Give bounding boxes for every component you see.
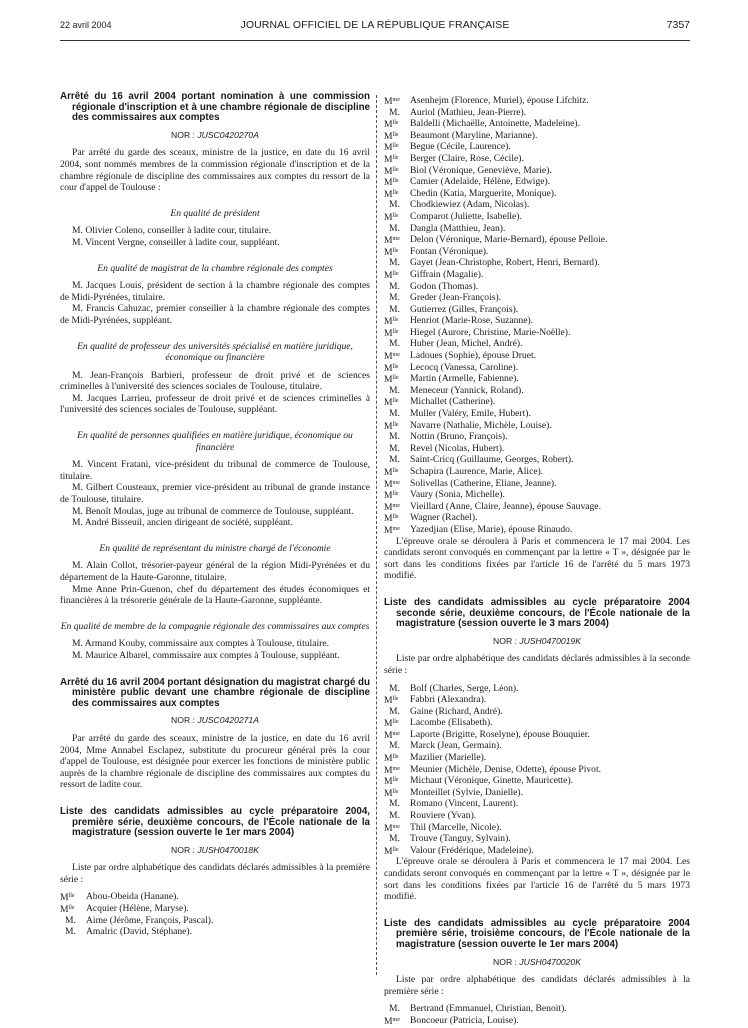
list-item [60, 903, 370, 915]
candidate-name: Giffrain (Magalie). [410, 268, 484, 280]
civility-base: M [384, 165, 393, 177]
civility-title [389, 683, 415, 695]
list-item [384, 740, 690, 752]
civility-base: M. [389, 257, 400, 269]
civility-base: M [384, 374, 393, 386]
candidate-name: Solivellas (Catherine, Eliane, Jeanne). [410, 477, 557, 489]
candidate-name: Abou-Obeida (Hanane). [86, 891, 179, 903]
candidate-name: Fabbri (Alexandra). [410, 694, 487, 706]
list-item [384, 683, 690, 695]
list-item [384, 466, 690, 478]
civility-base: M. [389, 833, 400, 845]
civility-suffix: me [392, 730, 400, 737]
candidate-name: Bertrand (Emmanuel, Christian, Benoit). [410, 1003, 567, 1015]
list-item [384, 350, 690, 362]
candidate-list [384, 683, 690, 857]
civility-base: M [384, 513, 393, 525]
civility-base: M [384, 753, 393, 765]
candidate-name: Acquier (Hélène, Maryse). [86, 903, 189, 915]
list-item [384, 373, 690, 385]
civility-title [389, 454, 415, 466]
civility-suffix: me [392, 765, 400, 772]
list-item [384, 188, 690, 200]
civility-suffix: me [392, 525, 400, 532]
list-item [384, 706, 690, 718]
candidate-name: Chedin (Katia, Marguerite, Monique). [410, 187, 557, 199]
paragraph: Liste par ordre alphabétique des candidats déclarés admissibles à la première série : [384, 974, 690, 997]
paragraph: M. Jacques Larrieu, professeur de droit privé et de sciences criminelles à l'université des sciences sociales de Toulouse, suppléant. [60, 392, 370, 416]
candidate-name: Saint-Cricq (Guillaume, Georges, Robert). [410, 454, 574, 466]
civility-suffix: lle [392, 363, 399, 370]
civility-base: M [384, 130, 393, 142]
civility-title [389, 257, 415, 269]
article-heading: Liste des candidats admissibles au cycle préparatoire 2004 seconde série, deuxième concours, de l'École nationale de la magistrature (session ouverte le 3 mars 2004) [384, 596, 690, 630]
list-item [384, 798, 690, 810]
civility-suffix: lle [392, 491, 399, 498]
civility-base: M. [389, 454, 400, 466]
list-item [384, 1003, 690, 1015]
nor-reference [60, 130, 370, 142]
candidate-name: Rouviere (Yvan). [410, 810, 477, 822]
candidate-name: Begue (Cécile, Laurence). [410, 141, 511, 153]
paragraph: L'épreuve orale se déroulera à Paris et commencera le 17 mai 2004. Les candidats seront convoqués en commençant par la lettre « T », désignée par le sort dans les conditions fixées par l'article 16 de l'arrêté du 5 mars 1973 modifié. [384, 856, 690, 903]
list-item [384, 764, 690, 776]
civility-base: M [384, 153, 393, 165]
list-item [384, 234, 690, 246]
civility-suffix: lle [392, 143, 399, 150]
civility-title [389, 281, 415, 293]
civility-suffix: lle [392, 131, 399, 138]
nor-code: JUSH0470020K [519, 956, 581, 967]
civility-base: M. [389, 431, 400, 443]
list-item [384, 176, 690, 188]
candidate-name: Hiegel (Aurore, Christine, Marie-Noëlle). [410, 326, 571, 338]
paragraph: M. André Bisseuil, ancien dirigeant de société, suppléant. [72, 517, 293, 529]
list-item [384, 1015, 690, 1027]
civility-suffix: lle [392, 328, 399, 335]
section-subheading: En qualité de personnes qualifiées en matière juridique, économique ou financière [77, 430, 353, 453]
list-item [384, 512, 690, 524]
civility-suffix: me [392, 823, 400, 830]
paragraph: M. Francis Cahuzac, premier conseiller à la chambre régionale des comptes de Midi-Pyrénées, suppléant. [60, 303, 370, 326]
civility-title [389, 810, 415, 822]
section-subheading: En qualité de magistrat de la chambre régionale des comptes [97, 262, 333, 274]
civility-base: M. [389, 810, 400, 822]
list-item [384, 396, 690, 408]
candidate-name: Navarre (Nathalie, Michèle, Louise). [410, 419, 552, 431]
civility-title [389, 338, 415, 350]
article-heading: Liste des candidats admissibles au cycle préparatoire 2004, première série, deuxième concours, de l'École nationale de la magistrature (session ouverte le 1er mars 2004) [60, 805, 370, 839]
candidate-name: Muller (Valéry, Emile, Hubert). [410, 408, 531, 420]
candidate-name: Schapira (Laurence, Marie, Alice). [410, 466, 544, 477]
nor-code: JUSC0420271A [197, 715, 259, 726]
candidate-name: Meneceur (Yannick, Roland). [410, 384, 524, 396]
nor-reference [60, 715, 370, 727]
civility-base: M [384, 235, 393, 247]
list-item [384, 810, 690, 822]
civility-suffix: me [392, 97, 400, 103]
list-item [384, 729, 690, 741]
civility-suffix: lle [392, 154, 399, 161]
list-item [384, 118, 690, 130]
candidate-name: Mazilier (Marielle). [410, 752, 487, 764]
civility-suffix: lle [392, 317, 399, 324]
civility-base: M [384, 764, 393, 776]
paragraph: M. Gilbert Cousteaux, premier vice-président au tribunal de grande instance de Toulouse, titulaire. [60, 482, 370, 506]
journal-title: JOURNAL OFFICIEL DE LA RÉPUBLIQUE FRANÇAISE [240, 19, 510, 31]
civility-base: M [384, 142, 393, 154]
paragraph: Liste par ordre alphabétique des candidats déclarés admissibles à la première série : [60, 862, 370, 885]
civility-title [389, 292, 415, 304]
civility-base: M. [389, 798, 400, 810]
civility-base: M [384, 718, 393, 730]
candidate-name: Boncoeur (Patricia, Louise). [410, 1014, 519, 1026]
civility-base: M [384, 327, 393, 339]
civility-title [389, 107, 415, 119]
list-item [60, 915, 370, 927]
civility-base: M. [389, 740, 400, 752]
paragraph: L'épreuve orale se déroulera à Paris et commencera le 17 mai 2004. Les candidats seront convoqués en commençant par la lettre « T », désignée par le sort dans les conditions fixées par l'article 16 de l'arrêté du 5 mars 1973 modifié. [384, 535, 690, 582]
candidate-name: Marck (Jean, Germain). [410, 740, 502, 752]
civility-base: M [384, 478, 393, 490]
civility-suffix: lle [392, 754, 399, 761]
civility-suffix: lle [392, 270, 399, 277]
list-item [384, 269, 690, 281]
article-heading: Arrêté du 16 avril 2004 portant nomination à une commission régionale d'inscription et à une chambre régionale de discipline des commissaires aux comptes [60, 91, 370, 124]
civility-suffix: lle [68, 893, 75, 900]
civility-base: M [384, 695, 393, 707]
candidate-name: Trouve (Tanguy, Sylvain). [410, 833, 511, 845]
civility-title [384, 1015, 410, 1028]
civility-base: M [384, 776, 393, 788]
civility-base: M [384, 822, 393, 834]
candidate-name: Aime (Jérôme, François, Pascal). [86, 914, 214, 926]
civility-base: M. [389, 199, 400, 211]
candidate-name: Biol (Véronique, Geneviève, Marie). [410, 164, 552, 176]
paragraph: Mme Anne Prin-Guenon, chef du département des études économiques et financières à la trésorerie générale de la Haute-Garonne, suppléante. [60, 583, 370, 607]
list-item [384, 246, 690, 258]
civility-suffix: lle [392, 212, 399, 219]
paragraph: M. Benoît Moulas, juge au tribunal de commerce de Toulouse, suppléant. [72, 505, 354, 517]
civility-base: M [384, 787, 393, 799]
list-item [60, 891, 370, 903]
list-item [384, 338, 690, 350]
list-item [384, 408, 690, 420]
civility-suffix: me [392, 479, 400, 486]
list-item [384, 775, 690, 787]
civility-base: M [384, 845, 393, 857]
candidate-name: Romano (Vincent, Laurent). [410, 798, 519, 810]
list-item [384, 431, 690, 443]
paragraph: M. Maurice Albarel, commissaire aux comptes à Toulouse, suppléant. [72, 649, 340, 661]
candidate-name: Henriot (Marie-Rose, Suzanne). [410, 315, 534, 327]
civility-base: M [384, 362, 393, 374]
civility-suffix: lle [68, 905, 75, 912]
paragraph: M. Olivier Coleno, conseiller à ladite cour, titulaire. [72, 225, 272, 237]
candidate-list [384, 95, 690, 536]
candidate-name: Bolf (Charles, Serge, Léon). [410, 682, 519, 694]
civility-base: M [384, 351, 393, 363]
candidate-list [60, 891, 370, 937]
article-heading: Arrêté du 16 avril 2004 portant désignation du magistrat chargé du ministère public devant une chambre régionale de discipline des commissaires aux comptes [60, 676, 370, 709]
candidate-name: Huber (Jean, Michel, André). [410, 338, 523, 350]
civility-title [389, 798, 415, 810]
civility-base: M. [389, 106, 400, 118]
civility-title [389, 740, 415, 752]
civility-base: M [384, 177, 393, 189]
nor-reference [60, 845, 370, 857]
list-item [384, 454, 690, 466]
civility-title [389, 408, 415, 420]
paragraph: M. Jean-François Barbieri, professeur de droit privé et de sciences criminelles à l'université des sciences sociales de Toulouse, titulaire. [60, 369, 370, 393]
candidate-name: Greder (Jean-François). [410, 292, 502, 304]
candidate-name: Laporte (Brigitte, Roselyne), épouse Bouquier. [410, 728, 590, 740]
candidate-name: Dangla (Matthieu, Jean). [410, 222, 506, 234]
list-item [384, 420, 690, 432]
civility-base: M. [389, 292, 400, 304]
left-column [60, 92, 370, 938]
civility-suffix: lle [392, 777, 399, 784]
list-item [384, 787, 690, 799]
civility-title [389, 706, 415, 718]
civility-suffix: lle [392, 189, 399, 196]
candidate-name: Baldelli (Michaëlle, Antoinette, Madeleine). [410, 118, 580, 130]
candidate-name: Wagner (Rachel). [410, 512, 478, 524]
column-divider [376, 95, 377, 975]
civility-suffix: lle [392, 468, 399, 474]
paragraph: Par arrêté du garde des sceaux, ministre de la justice, en date du 16 avril 2004, sont nommés membres de la commission régionale d'inscription et de la chambre régionale de discipline des commissaires aux comptes du ressort de la cour d'appel de Toulouse : [60, 147, 370, 194]
candidate-name: Camier (Adelaïde, Hélène, Edwige). [410, 176, 551, 188]
civility-title [389, 223, 415, 235]
civility-suffix: lle [392, 375, 399, 382]
candidate-name: Ladoues (Sophie), épouse Druet. [410, 350, 537, 362]
candidate-name: Monteillet (Sylvie, Danielle). [410, 786, 523, 798]
civility-base: M. [389, 1003, 400, 1015]
civility-title [389, 443, 415, 455]
list-item [384, 304, 690, 316]
list-item [384, 443, 690, 455]
candidate-name: Amalric (David, Stéphane). [86, 926, 193, 938]
paragraph: M. Alain Collot, trésorier-payeur général de la région Midi-Pyrénées et du département de la Haute-Garonne, titulaire. [60, 560, 370, 583]
civility-suffix: lle [392, 120, 399, 127]
candidate-name: Delon (Véronique, Marie-Bernard), épouse Pelloie. [410, 234, 608, 246]
nor-label: NOR : [171, 129, 195, 140]
list-item [384, 362, 690, 374]
list-item [384, 165, 690, 177]
civility-base: M. [389, 280, 400, 292]
list-item [384, 752, 690, 764]
civility-suffix: lle [392, 166, 399, 173]
civility-base: M [384, 269, 393, 281]
candidate-name: Fontan (Véronique). [410, 245, 489, 257]
paragraph: Liste par ordre alphabétique des candidats déclarés admissibles à la seconde série : [384, 653, 690, 676]
nor-code: JUSH0470019K [519, 635, 581, 646]
nor-label: NOR : [493, 635, 517, 646]
issue-date: 22 avril 2004 [60, 20, 112, 30]
civility-title [384, 524, 410, 537]
civility-base: M [384, 119, 393, 131]
nor-label: NOR : [493, 956, 517, 967]
paragraph: M. Armand Kouby, commissaire aux comptes à Toulouse, titulaire. [72, 638, 329, 650]
list-item [384, 281, 690, 293]
candidate-name: Meunier (Michèle, Denise, Odette), épouse Pivot. [410, 763, 602, 775]
list-item [384, 822, 690, 834]
candidate-list [384, 1003, 690, 1026]
candidate-name: Beaumont (Maryline, Marianne). [410, 129, 538, 141]
civility-suffix: lle [392, 178, 399, 185]
civility-suffix: lle [392, 514, 399, 521]
candidate-name: Gayet (Jean-Christophe, Robert, Henri, Bernard). [410, 257, 600, 269]
list-item [384, 524, 690, 536]
candidate-name: Gaine (Richard, André). [410, 705, 503, 717]
civility-base: M [384, 1015, 393, 1027]
civility-suffix: lle [392, 719, 399, 726]
civility-suffix: lle [392, 696, 399, 703]
list-item [384, 199, 690, 211]
page-header [60, 18, 690, 41]
civility-suffix: me [392, 502, 400, 509]
list-item [60, 926, 370, 938]
civility-base: M. [389, 338, 400, 350]
candidate-name: Valour (Frédérique, Madeleine). [410, 844, 534, 856]
civility-title [389, 304, 415, 316]
civility-base: M [384, 316, 393, 328]
list-item [384, 95, 690, 107]
civility-suffix: me [392, 352, 400, 359]
civility-title [384, 845, 410, 858]
list-item [384, 833, 690, 845]
civility-base: M [384, 501, 393, 513]
list-item [384, 845, 690, 857]
civility-base: M [384, 188, 393, 200]
civility-title [389, 385, 415, 397]
civility-base: M [384, 246, 393, 258]
candidate-name: Revel (Nicolas, Hubert). [410, 442, 505, 454]
civility-suffix: lle [392, 788, 399, 795]
list-item [384, 211, 690, 223]
candidate-name: Lacombe (Elisabeth). [410, 717, 493, 729]
nor-reference [384, 636, 690, 648]
right-column [384, 95, 690, 1027]
nor-code: JUSC0420270A [197, 129, 259, 140]
civility-suffix: lle [392, 247, 399, 254]
candidate-name: Berger (Claire, Rose, Cécile). [410, 152, 524, 164]
list-item [384, 501, 690, 513]
candidate-name: Michaut (Véronique, Ginette, Mauricette). [410, 775, 574, 787]
civility-base: M. [389, 442, 400, 454]
candidate-name: Vaury (Sonia, Michelle). [410, 489, 505, 501]
list-item [384, 717, 690, 729]
candidate-name: Michallet (Catherine). [410, 396, 496, 408]
article-heading: Liste des candidats admissibles au cycle préparatoire 2004 première série, troisième concours, de l'École nationale de la magistrature (session ouverte le 1er mars 2004) [384, 917, 690, 950]
civility-base: M. [389, 408, 400, 420]
list-item [384, 130, 690, 142]
candidate-name: Comparot (Juliette, Isabelle). [410, 210, 522, 222]
page-number: 7357 [666, 19, 690, 31]
candidate-name: Godon (Thomas). [410, 280, 479, 292]
list-item [384, 694, 690, 706]
paragraph: Par arrêté du garde des sceaux, ministre de la justice, en date du 16 avril 2004, Mme Annabel Esclapez, substitute du procureur général près la cour d'appel de Toulouse, est désignée pour exercer les fonctions de ministère public auprès de la chambre régionale de discipline des commissaires aux comptes du ressort de ladite cour. [60, 732, 370, 791]
civility-base: M [384, 420, 393, 432]
civility-suffix: me [392, 1016, 400, 1023]
civility-base: M [384, 729, 393, 741]
nor-label: NOR : [171, 844, 195, 855]
candidate-name: Gutierrez (Gilles, François). [410, 303, 519, 315]
civility-suffix: me [392, 236, 400, 243]
list-item [384, 257, 690, 269]
nor-code: JUSH0470018K [197, 844, 259, 855]
list-item [384, 489, 690, 501]
paragraph: M. Jacques Louis, président de section à la chambre régionale des comptes de Midi-Pyrénées, titulaire. [60, 280, 370, 303]
civility-suffix: lle [392, 846, 399, 853]
candidate-name: Chodkiewiez (Adam, Nicolas). [410, 199, 530, 211]
civility-base: M [384, 467, 393, 478]
civility-suffix: lle [392, 398, 399, 405]
candidate-name: Vieillard (Anne, Claire, Jeanne), épouse Sauvage. [410, 500, 601, 512]
civility-base: M [384, 524, 393, 536]
list-item [384, 141, 690, 153]
civility-base: M. [65, 914, 76, 926]
list-item [384, 223, 690, 235]
civility-base: M. [389, 222, 400, 234]
section-subheading: En qualité de professeur des universités spécialisé en matière juridique, économique ou financière [77, 340, 353, 364]
civility-base: M [60, 904, 69, 916]
civility-title [65, 926, 91, 938]
list-item [384, 107, 690, 119]
list-item [384, 292, 690, 304]
civility-base: M. [389, 303, 400, 315]
section-subheading: En qualité de membre de la compagnie régionale des commissaires aux comptes [60, 620, 370, 632]
candidate-name: Asenhejm (Florence, Muriel), épouse Lifchitz. [410, 95, 589, 106]
paragraph: M. Vincent Vergne, conseiller à ladite cour, suppléant. [72, 236, 280, 248]
candidate-name: Nottin (Bruno, François). [410, 431, 508, 443]
civility-base: M [60, 892, 69, 904]
civility-base: M [384, 211, 393, 223]
civility-title [389, 431, 415, 443]
list-item [384, 385, 690, 397]
paragraph: M. Vincent Fratani, vice-président du tribunal de commerce de Toulouse, titulaire. [60, 459, 370, 482]
candidate-name: Auriol (Mathieu, Jean-Pierre). [410, 106, 527, 118]
civility-title [65, 915, 91, 927]
civility-base: M. [389, 705, 400, 717]
candidate-name: Lecocq (Vanessa, Caroline). [410, 361, 519, 373]
section-subheading: En qualité de président [170, 207, 260, 219]
nor-reference [384, 957, 690, 969]
list-item [384, 327, 690, 339]
candidate-name: Thil (Marcelle, Nicole). [410, 821, 502, 833]
civility-base: M. [389, 682, 400, 694]
candidate-name: Yazedjian (Elise, Marie), épouse Rinaudo. [410, 523, 573, 535]
candidate-name: Martin (Armelle, Fabienne). [410, 373, 519, 385]
civility-base: M [384, 96, 393, 107]
civility-base: M [384, 490, 393, 502]
civility-suffix: lle [392, 421, 399, 428]
list-item [384, 478, 690, 490]
civility-title [389, 199, 415, 211]
list-item [384, 315, 690, 327]
civility-base: M [384, 397, 393, 409]
civility-title [389, 1003, 415, 1015]
civility-base: M. [65, 926, 76, 938]
civility-title [389, 833, 415, 845]
section-subheading: En qualité de représentant du ministre chargé de l'économie [99, 542, 331, 554]
nor-label: NOR : [171, 715, 195, 726]
list-item [384, 153, 690, 165]
civility-base: M. [389, 384, 400, 396]
